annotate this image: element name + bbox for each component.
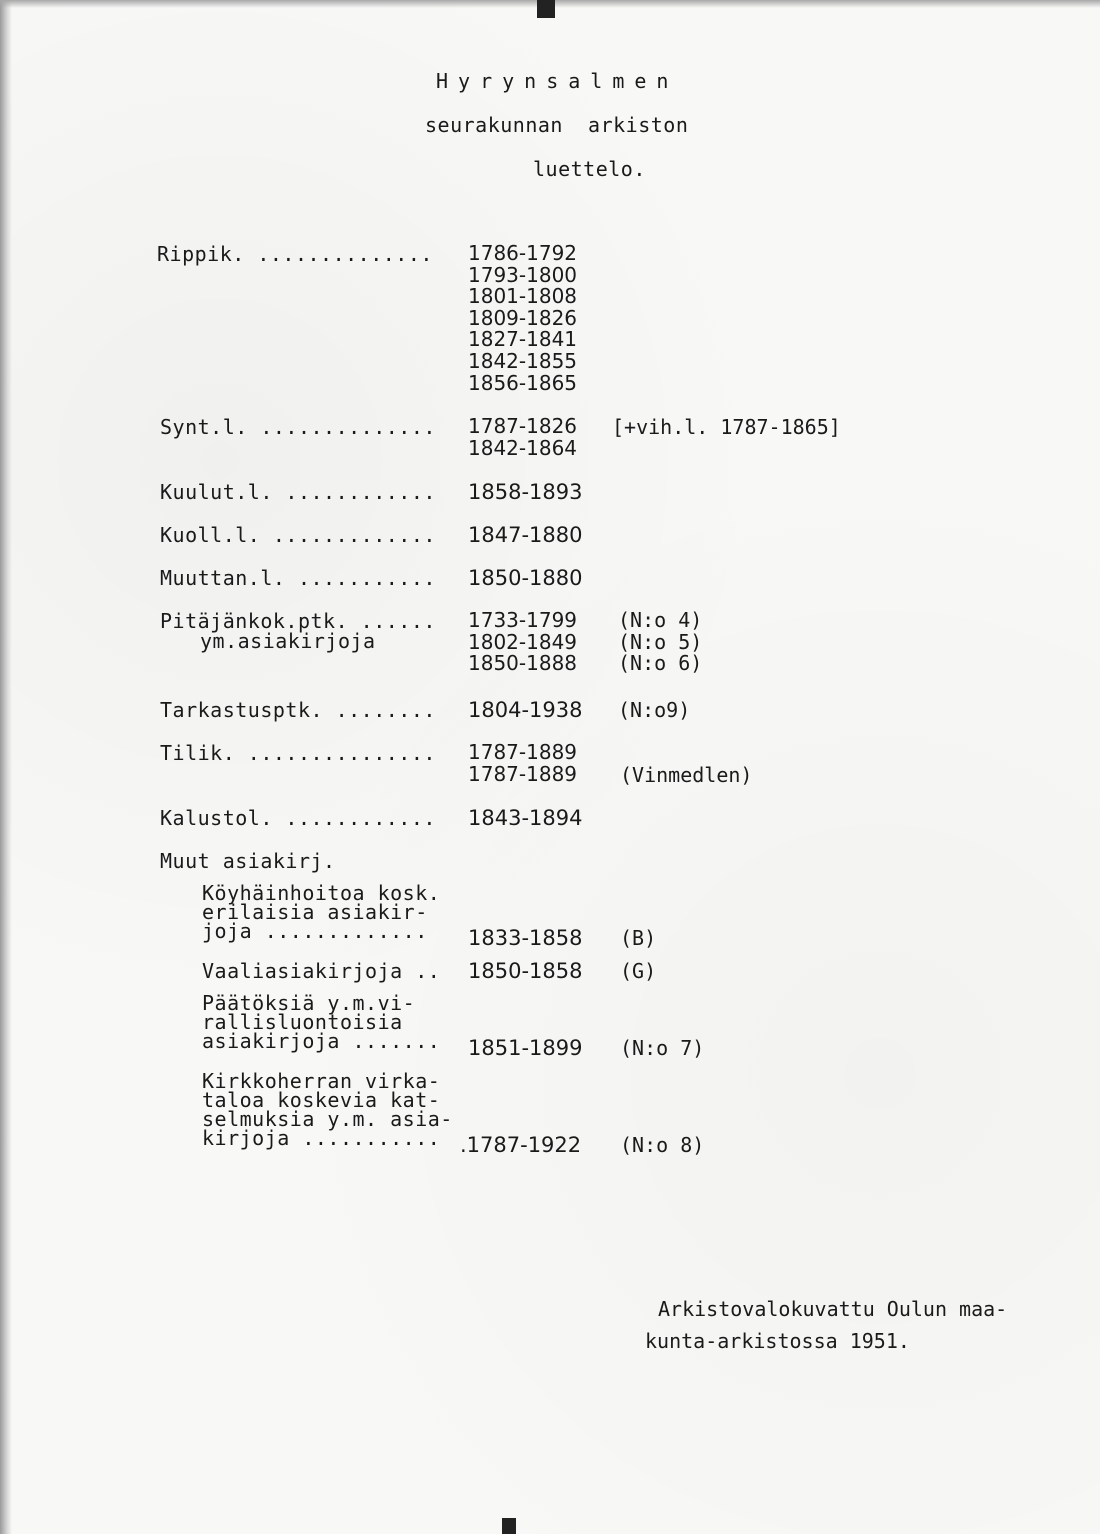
muut-item-years-3: 1851-1899 <box>468 1036 583 1060</box>
entry-label-synt: Synt.l. .............. <box>160 415 436 439</box>
entry-label-tilik: Tilik. ............... <box>160 741 436 765</box>
title-line-2: seurakunnan arkiston <box>425 113 689 137</box>
entry-notes-pitajankok: (N:o 4) (N:o 5) (N:o 6) <box>618 608 703 676</box>
entry-years-kuulut: 1858-1893 <box>468 480 583 504</box>
entry-label-muuttan: Muuttan.l. ........... <box>160 566 436 590</box>
entry-label-kuoll: Kuoll.l. ............. <box>160 523 436 547</box>
muut-item-note-4: (N:o 8) <box>620 1133 705 1157</box>
muut-item-label-2: Vaaliasiakirjoja .. <box>202 959 441 983</box>
entry-note-synt: [+vih.l. 1787-1865] <box>612 415 841 439</box>
muut-item-note-2: (G) <box>620 959 657 983</box>
muut-item-note-1: (B) <box>620 926 657 950</box>
scan-edge-left <box>0 0 12 1534</box>
entry-label-kuulut: Kuulut.l. ............ <box>160 480 436 504</box>
entry-years-synt: 1787-1826 1842-1864 <box>468 414 578 460</box>
entry-label-tarkastus: Tarkastusptk. ........ <box>160 698 436 722</box>
muut-item-years-2: 1850-1858 <box>468 959 583 983</box>
footer-line-1: Arkistovalokuvattu Oulun maa- <box>658 1297 1008 1321</box>
entry-years-kuoll: 1847-1880 <box>468 523 583 547</box>
muut-item-years-4: .1787-1922 <box>460 1133 582 1157</box>
entry-note-tilik: (Vinmedlen) <box>620 763 753 787</box>
muut-item-label-3: Päätöksiä y.m.vi- rallisluontoisia asiakirjoja ....... <box>202 991 441 1053</box>
title-line-1: Hyrynsalmen <box>436 69 679 93</box>
entry-years-kalustol: 1843-1894 <box>468 806 583 830</box>
entry-label-kalustol: Kalustol. ............ <box>160 806 436 830</box>
binding-mark-bottom <box>502 1518 516 1534</box>
entry-years-tarkastus: 1804-1938 <box>468 698 583 722</box>
muut-item-label-4: Kirkkoherran virka- taloa koskevia kat- selmuksia y.m. asia- kirjoja ........... <box>202 1069 453 1150</box>
title-line-3: luettelo. <box>533 157 646 181</box>
entry-note-tarkastus: (N:o9) <box>618 698 691 722</box>
binding-mark-top <box>537 0 555 18</box>
entry-years-rippik: 1786-1792 1793-1800 1801-1808 1809-1826 1827-1841 1842-1855 1856-1865 <box>468 241 578 395</box>
section-label-muut: Muut asiakirj. <box>160 849 336 873</box>
entry-years-muuttan: 1850-1880 <box>468 566 583 590</box>
muut-item-years-1: 1833-1858 <box>468 926 583 950</box>
muut-item-note-3: (N:o 7) <box>620 1036 705 1060</box>
footer-line-2: kunta-arkistossa 1951. <box>645 1329 910 1353</box>
entry-years-pitajankok: 1733-1799 1802-1849 1850-1888 <box>468 608 578 676</box>
muut-item-label-1: Köyhäinhoitoa kosk. erilaisia asiakir- joja ............. <box>202 881 441 943</box>
entry-sublabel-pitajankok: ym.asiakirjoja <box>200 629 376 653</box>
entry-label-rippik: Rippik. .............. <box>157 242 433 266</box>
entry-years-tilik: 1787-1889 1787-1889 <box>468 740 578 786</box>
entry-label-pitajankok: Pitäjänkok.ptk. ...... <box>160 609 436 633</box>
